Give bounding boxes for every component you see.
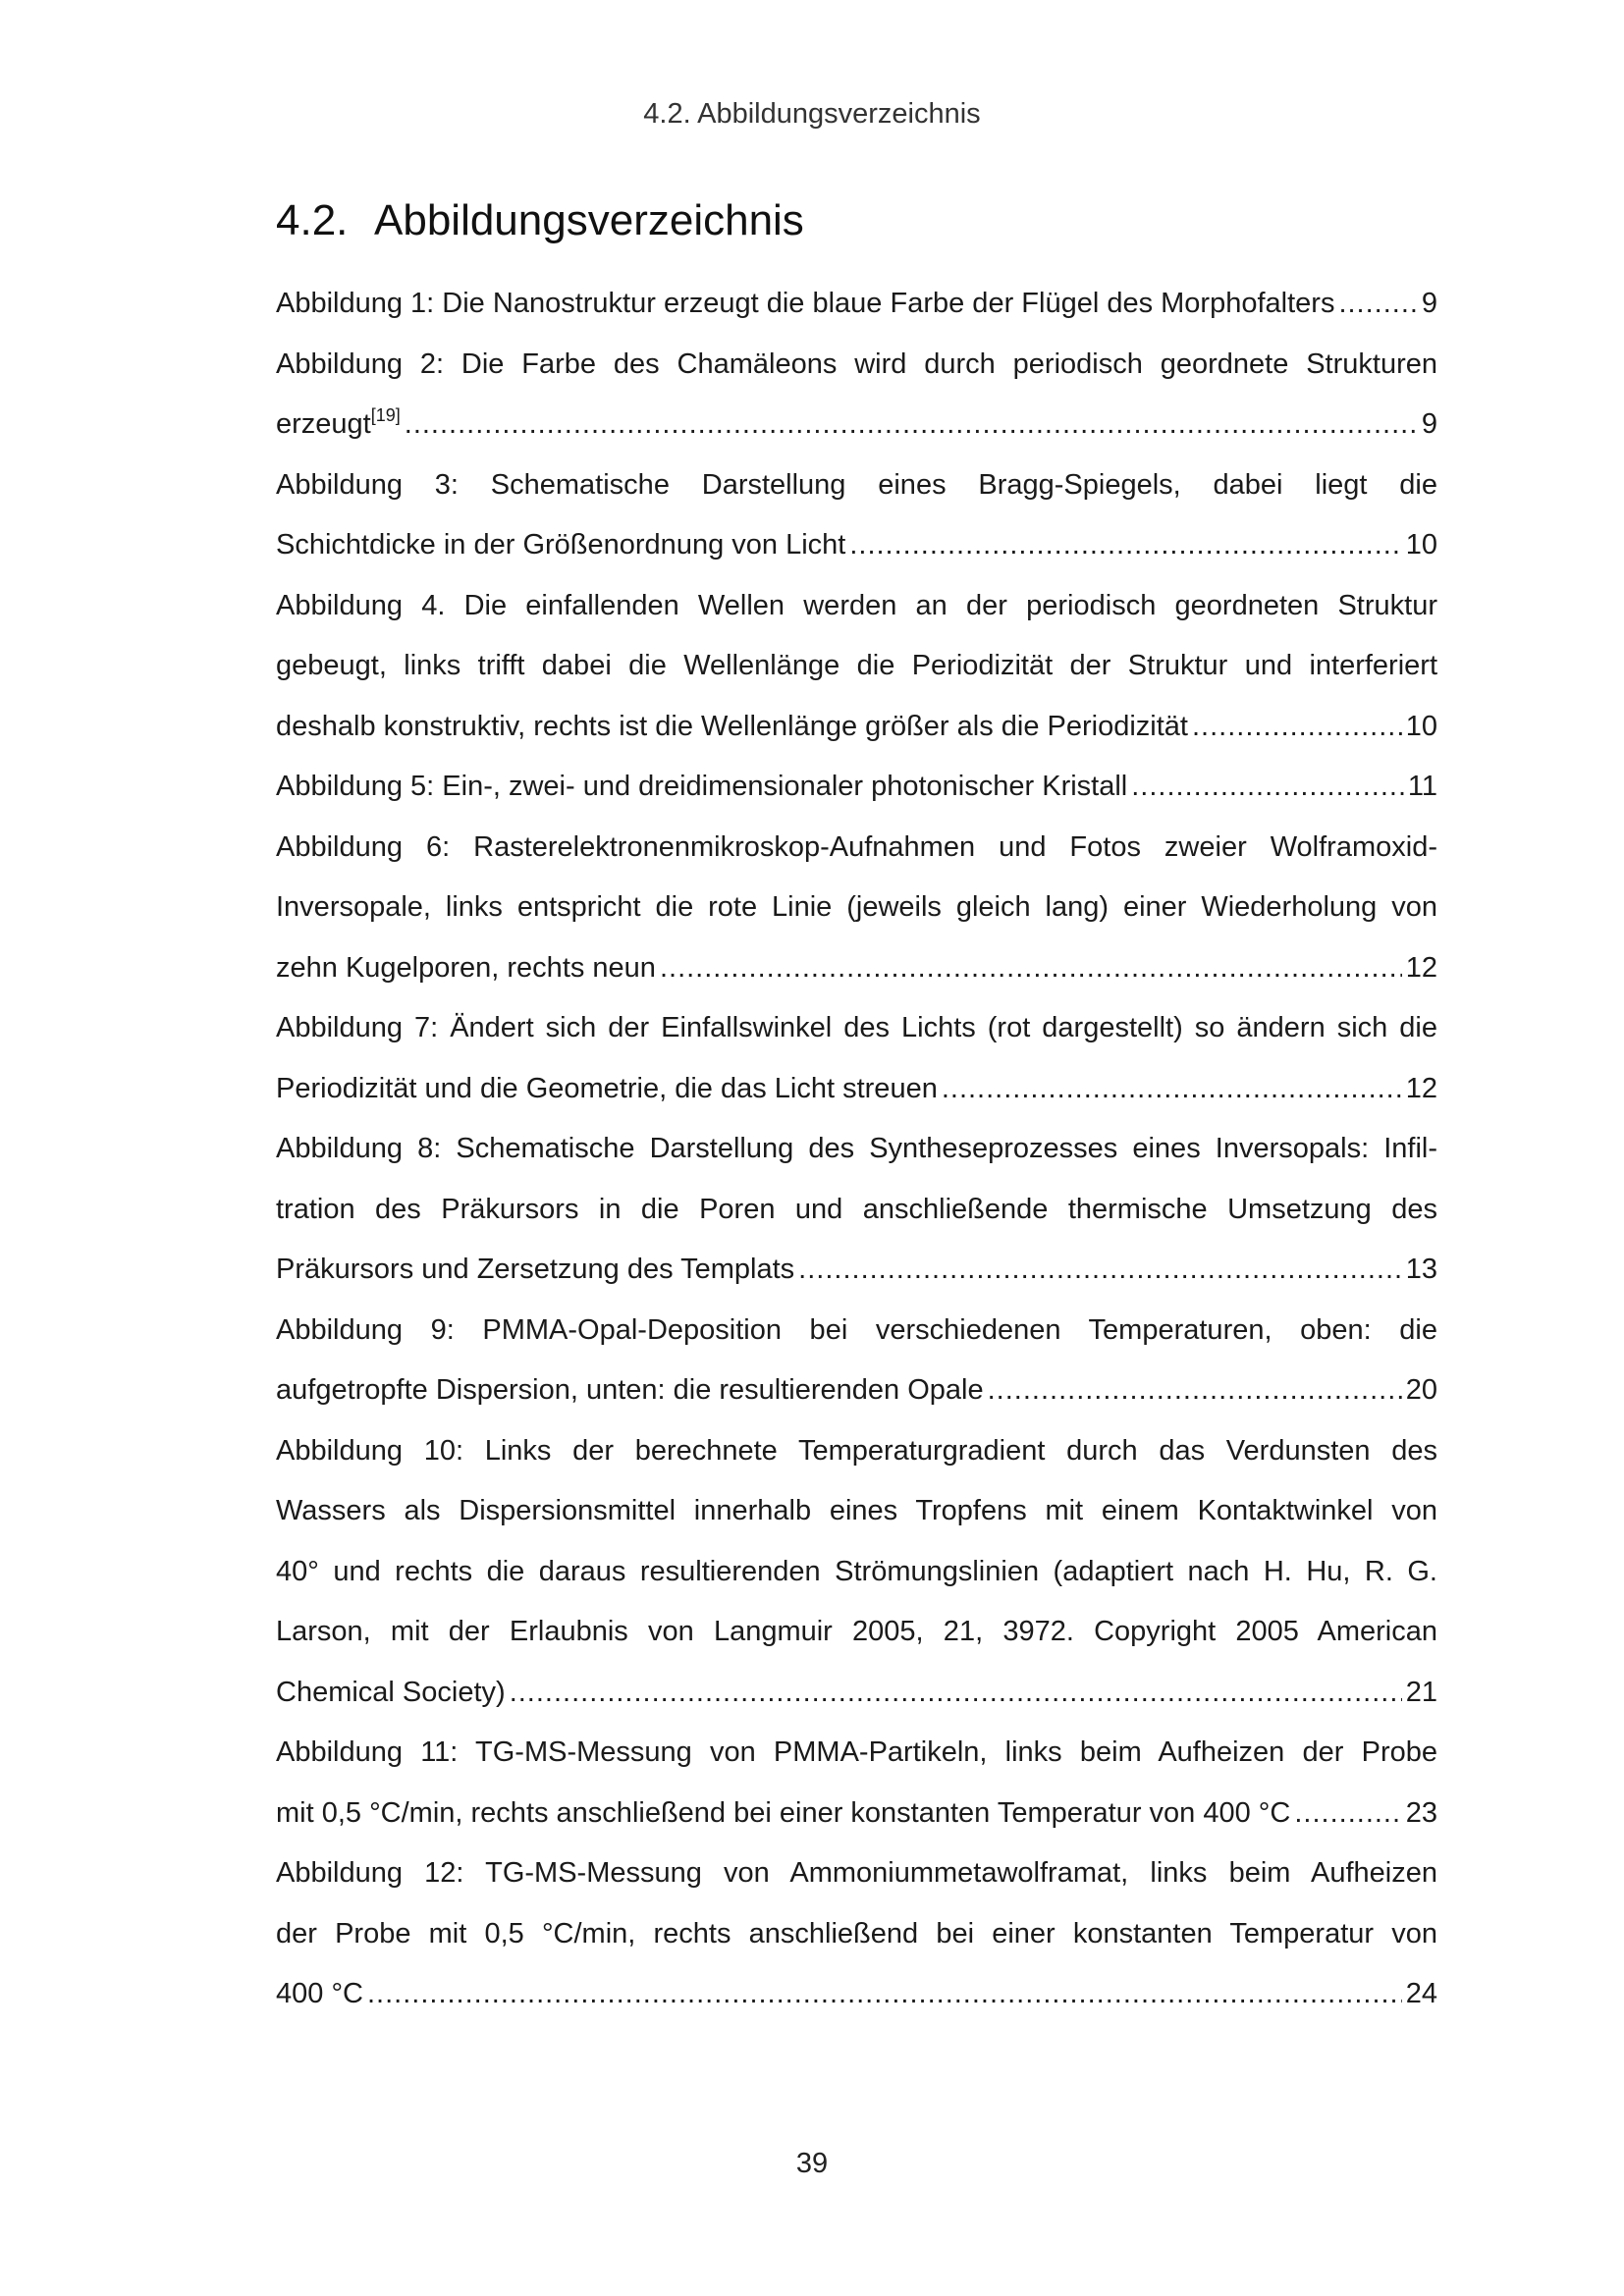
figure-entry[interactable]	[276, 1119, 1437, 1301]
figure-page-number: 11	[1407, 771, 1437, 802]
figure-page-number: 20	[1405, 1374, 1437, 1406]
figure-entry-last-line	[276, 1059, 1437, 1120]
dot-leader	[1192, 697, 1402, 758]
figure-entry-last-line	[276, 697, 1437, 758]
figure-page-number: 24	[1405, 1978, 1437, 2009]
figure-entry-line: Abbildung 4. Die einfallenden Wellen werden an der periodisch geordneten Struktur	[276, 589, 1437, 621]
figure-entry-line: Abbildung 7: Ändert sich der Einfallswinkel des Lichts (rot dargestellt) so ändern sich die	[276, 1012, 1437, 1043]
dot-leader	[1294, 1784, 1401, 1844]
figure-entry-last-line	[276, 274, 1437, 335]
figure-page-number: 13	[1405, 1254, 1437, 1285]
figure-entry-last-line	[276, 938, 1437, 999]
figure-page-number: 21	[1405, 1676, 1437, 1708]
dot-leader	[660, 938, 1402, 999]
section-title: Abbildungsverzeichnis	[374, 196, 804, 244]
figure-entry-last-line	[276, 1663, 1437, 1724]
figure-entry[interactable]	[276, 576, 1437, 758]
figure-entry-line: Abbildung 11: TG-MS-Messung von PMMA-Partikeln, links beim Aufheizen der Probe	[276, 1736, 1437, 1768]
figure-entry-text: aufgetropfte Dispersion, unten: die resultierenden Opale	[276, 1374, 984, 1406]
dot-leader	[1131, 757, 1404, 818]
list-of-figures	[276, 274, 1437, 2025]
figure-entry-last-line	[276, 395, 1437, 455]
dot-leader	[798, 1240, 1402, 1301]
figure-entry-text: Chemical Society)	[276, 1676, 506, 1708]
running-header: 4.2. Abbildungsverzeichnis	[643, 98, 981, 130]
dot-leader	[988, 1361, 1402, 1421]
figure-entry-line: Wassers als Dispersionsmittel innerhalb eines Tropfens mit einem Kontaktwinkel von	[276, 1495, 1437, 1526]
citation-reference: [19]	[370, 405, 401, 425]
figure-entry-text: deshalb konstruktiv, rechts ist die Wellenlänge größer als die Periodizität	[276, 710, 1188, 742]
figure-entry[interactable]	[276, 274, 1437, 335]
figure-entry-line: Abbildung 9: PMMA-Opal-Deposition bei verschiedenen Temperaturen, oben: die	[276, 1313, 1437, 1346]
figure-page-number: 9	[1421, 408, 1437, 440]
figure-entry[interactable]	[276, 818, 1437, 999]
figure-page-number: 9	[1421, 288, 1437, 319]
dot-leader	[510, 1663, 1402, 1724]
figure-entry-last-line	[276, 757, 1437, 818]
dot-leader	[849, 515, 1401, 576]
figure-entry-last-line	[276, 1240, 1437, 1301]
figure-entry-line: Abbildung 12: TG-MS-Messung von Ammoniummetawolframat, links beim Aufheizen	[276, 1857, 1437, 1889]
figure-entry-text: Periodizität und die Geometrie, die das Licht streuen	[276, 1072, 938, 1104]
figure-entry[interactable]	[276, 757, 1437, 818]
figure-entry-last-line	[276, 515, 1437, 576]
figure-entry[interactable]	[276, 1723, 1437, 1843]
figure-page-number: 10	[1405, 529, 1437, 561]
figure-entry-line: Abbildung 8: Schematische Darstellung des Syntheseprozesses eines Inversopals: Infil-	[276, 1133, 1437, 1164]
dot-leader	[405, 395, 1418, 455]
figure-entry-line: Abbildung 10: Links der berechnete Temperaturgradient durch das Verdunsten des	[276, 1434, 1437, 1467]
figure-entry-line: Inversopale, links entspricht die rote Linie (jeweils gleich lang) einer Wiederholung von	[276, 891, 1437, 923]
figure-entry[interactable]	[276, 998, 1437, 1119]
section-heading	[276, 196, 804, 245]
section-number: 4.2.	[276, 196, 349, 244]
figure-entry[interactable]	[276, 455, 1437, 576]
figure-page-number: 12	[1405, 951, 1437, 984]
figure-entry-line: der Probe mit 0,5 °C/min, rechts anschließend bei einer konstanten Temperatur von	[276, 1917, 1437, 1949]
dot-leader	[1338, 274, 1417, 335]
figure-entry-text: 400 °C	[276, 1978, 363, 2009]
figure-page-number: 12	[1405, 1072, 1437, 1104]
figure-page-number: 10	[1405, 710, 1437, 742]
figure-entry-text: mit 0,5 °C/min, rechts anschließend bei einer konstanten Temperatur von 400 °C	[276, 1796, 1291, 1829]
figure-entry-text: Abbildung 1: Die Nanostruktur erzeugt die blaue Farbe der Flügel des Morphofalters	[276, 288, 1335, 319]
figure-entry-line: tration des Präkursors in die Poren und anschließende thermische Umsetzung des	[276, 1193, 1437, 1225]
figure-entry-text: Abbildung 5: Ein-, zwei- und dreidimensionaler photonischer Kristall	[276, 771, 1128, 802]
figure-entry-line: gebeugt, links trifft dabei die Wellenlänge die Periodizität der Struktur und interferiert	[276, 650, 1437, 681]
figure-entry-text: Präkursors und Zersetzung des Templats	[276, 1254, 795, 1285]
figure-entry-line: Abbildung 2: Die Farbe des Chamäleons wird durch periodisch geordnete Strukturen	[276, 347, 1437, 380]
figure-entry-last-line	[276, 1361, 1437, 1421]
figure-entry-line: Larson, mit der Erlaubnis von Langmuir 2005, 21, 3972. Copyright 2005 American	[276, 1616, 1437, 1647]
figure-entry-line: Abbildung 3: Schematische Darstellung eines Bragg-Spiegels, dabei liegt die	[276, 468, 1437, 501]
dot-leader	[942, 1059, 1402, 1120]
figure-entry-last-line	[276, 1964, 1437, 2025]
figure-page-number: 23	[1405, 1796, 1437, 1829]
dot-leader	[367, 1964, 1402, 2025]
figure-entry-last-line	[276, 1784, 1437, 1844]
figure-entry[interactable]	[276, 1843, 1437, 2025]
figure-entry-text: zehn Kugelporen, rechts neun	[276, 951, 656, 984]
page-number: 39	[795, 2148, 829, 2179]
figure-entry[interactable]	[276, 335, 1437, 455]
figure-entry-text: erzeugt	[276, 408, 371, 440]
figure-entry[interactable]	[276, 1301, 1437, 1421]
figure-entry-line: Abbildung 6: Rasterelektronenmikroskop-Aufnahmen und Fotos zweier Wolframoxid-	[276, 830, 1437, 863]
figure-entry-line: 40° und rechts die daraus resultierenden Strömungslinien (adaptiert nach H. Hu, R. G.	[276, 1555, 1437, 1587]
figure-entry-text: Schichtdicke in der Größenordnung von Licht	[276, 529, 846, 561]
figure-entry[interactable]	[276, 1421, 1437, 1724]
